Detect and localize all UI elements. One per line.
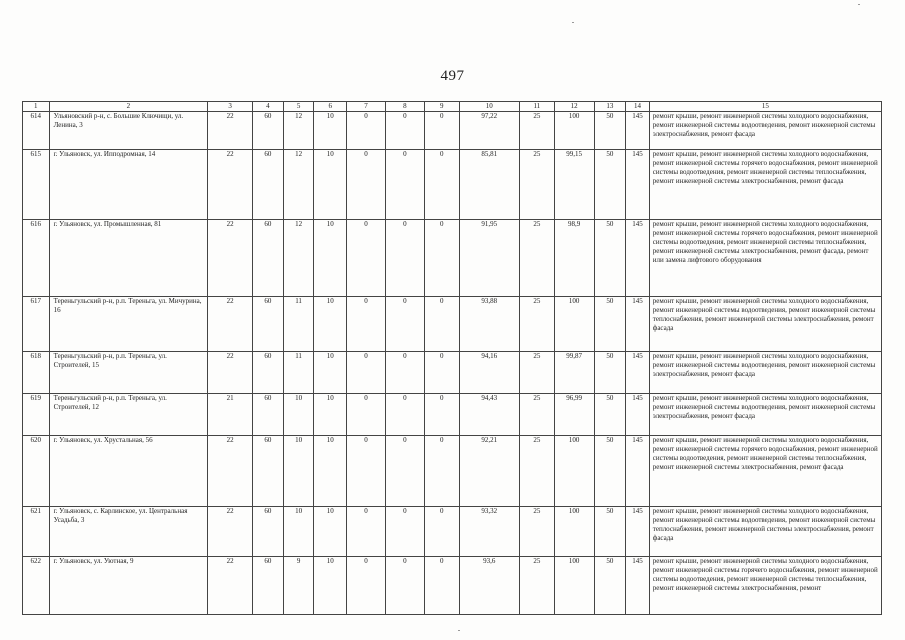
- col5-cell: 11: [283, 352, 314, 394]
- col5-cell: 12: [283, 112, 314, 150]
- col14-cell: 145: [626, 557, 650, 615]
- col11-cell: 25: [519, 557, 554, 615]
- col13-cell: 50: [594, 557, 626, 615]
- row-number-cell: 621: [23, 507, 50, 557]
- col7-cell: 0: [347, 436, 386, 507]
- column-header: 8: [385, 102, 424, 112]
- row-number-cell: 617: [23, 297, 50, 352]
- col3-cell: 22: [208, 557, 253, 615]
- col10-cell: 94,16: [459, 352, 519, 394]
- col14-cell: 145: [626, 436, 650, 507]
- col7-cell: 0: [347, 507, 386, 557]
- col8-cell: 0: [385, 150, 424, 220]
- col9-cell: 0: [424, 150, 459, 220]
- table-row: [23, 352, 882, 394]
- col14-cell: 145: [626, 394, 650, 436]
- col3-cell: 22: [208, 297, 253, 352]
- address-cell: Тереньгульский р-н, р.п. Тереньга, ул. Мичурина, 16: [49, 297, 208, 352]
- col6-cell: 10: [314, 557, 347, 615]
- col5-cell: 10: [283, 394, 314, 436]
- col4-cell: 60: [253, 112, 284, 150]
- col6-cell: 10: [314, 297, 347, 352]
- address-cell: г. Ульяновск, ул. Хрустальная, 56: [49, 436, 208, 507]
- repair-program-table: [22, 101, 882, 615]
- row-number-cell: 616: [23, 220, 50, 297]
- table-row: [23, 557, 882, 615]
- col10-cell: 85,81: [459, 150, 519, 220]
- col6-cell: 10: [314, 436, 347, 507]
- column-header: 6: [314, 102, 347, 112]
- col9-cell: 0: [424, 436, 459, 507]
- col11-cell: 25: [519, 220, 554, 297]
- col10-cell: 94,43: [459, 394, 519, 436]
- col8-cell: 0: [385, 507, 424, 557]
- col7-cell: 0: [347, 297, 386, 352]
- table-row: [23, 436, 882, 507]
- col6-cell: 10: [314, 394, 347, 436]
- col4-cell: 60: [253, 352, 284, 394]
- col3-cell: 21: [208, 394, 253, 436]
- works-cell: ремонт крыши, ремонт инженерной системы холодного водоснабжения, ремонт инженерной системы горячего водоснабжения, ремонт инженерной системы водоотведения, ремонт инженерной системы теплоснабжения, ремонт инженерной системы электроснабжения, ремонт: [649, 557, 881, 615]
- col14-cell: 145: [626, 112, 650, 150]
- col12-cell: 100: [554, 112, 594, 150]
- row-number-cell: 614: [23, 112, 50, 150]
- col3-cell: 22: [208, 150, 253, 220]
- column-header: 11: [519, 102, 554, 112]
- col12-cell: 100: [554, 507, 594, 557]
- address-cell: г. Ульяновск, ул. Промышленная, 81: [49, 220, 208, 297]
- col11-cell: 25: [519, 297, 554, 352]
- row-number-cell: 615: [23, 150, 50, 220]
- col11-cell: 25: [519, 112, 554, 150]
- col8-cell: 0: [385, 297, 424, 352]
- col9-cell: 0: [424, 507, 459, 557]
- col10-cell: 93,6: [459, 557, 519, 615]
- col12-cell: 100: [554, 557, 594, 615]
- col6-cell: 10: [314, 352, 347, 394]
- col12-cell: 96,99: [554, 394, 594, 436]
- col5-cell: 11: [283, 297, 314, 352]
- row-number-cell: 619: [23, 394, 50, 436]
- col13-cell: 50: [594, 150, 626, 220]
- column-header: 5: [283, 102, 314, 112]
- col3-cell: 22: [208, 352, 253, 394]
- address-cell: г. Ульяновск, с. Карлинское, ул. Центральная Усадьба, 3: [49, 507, 208, 557]
- works-cell: ремонт крыши, ремонт инженерной системы холодного водоснабжения, ремонт инженерной системы водоотведения, ремонт инженерной системы теплоснабжения, ремонт инженерной системы электроснабжения, ремонт фасада: [649, 297, 881, 352]
- col4-cell: 60: [253, 557, 284, 615]
- column-header: 4: [253, 102, 284, 112]
- address-cell: г. Ульяновск, ул. Ипподромная, 14: [49, 150, 208, 220]
- col4-cell: 60: [253, 507, 284, 557]
- col8-cell: 0: [385, 394, 424, 436]
- table-row: [23, 394, 882, 436]
- address-cell: г. Ульяновск, ул. Уютная, 9: [49, 557, 208, 615]
- col12-cell: 98,9: [554, 220, 594, 297]
- col10-cell: 97,22: [459, 112, 519, 150]
- page-number: 497: [440, 68, 465, 84]
- col13-cell: 50: [594, 436, 626, 507]
- column-header: 9: [424, 102, 459, 112]
- column-header: 1: [23, 102, 50, 112]
- col13-cell: 50: [594, 112, 626, 150]
- col6-cell: 10: [314, 507, 347, 557]
- col12-cell: 100: [554, 436, 594, 507]
- col9-cell: 0: [424, 394, 459, 436]
- col5-cell: 9: [283, 557, 314, 615]
- col12-cell: 99,87: [554, 352, 594, 394]
- col9-cell: 0: [424, 297, 459, 352]
- col8-cell: 0: [385, 352, 424, 394]
- col10-cell: 91,95: [459, 220, 519, 297]
- col11-cell: 25: [519, 394, 554, 436]
- column-header: 12: [554, 102, 594, 112]
- col10-cell: 93,88: [459, 297, 519, 352]
- works-cell: ремонт крыши, ремонт инженерной системы холодного водоснабжения, ремонт инженерной системы горячего водоснабжения, ремонт инженерной системы водоотведения, ремонт инженерной системы теплоснабжения, ремонт инженерной системы электроснабжения, ремонт фасада: [649, 150, 881, 220]
- col14-cell: 145: [626, 297, 650, 352]
- row-number-cell: 620: [23, 436, 50, 507]
- col3-cell: 22: [208, 507, 253, 557]
- table-row: [23, 150, 882, 220]
- col12-cell: 99,15: [554, 150, 594, 220]
- col8-cell: 0: [385, 220, 424, 297]
- scan-mark: [858, 4, 860, 5]
- column-header: 3: [208, 102, 253, 112]
- col13-cell: 50: [594, 220, 626, 297]
- works-cell: ремонт крыши, ремонт инженерной системы холодного водоснабжения, ремонт инженерной системы горячего водоснабжения, ремонт инженерной системы водоотведения, ремонт инженерной системы теплоснабжения, ремонт инженерной системы электроснабжения, ремонт фасада, ремонт или замена лифтового оборудования: [649, 220, 881, 297]
- col6-cell: 10: [314, 112, 347, 150]
- col4-cell: 60: [253, 150, 284, 220]
- col4-cell: 60: [253, 297, 284, 352]
- col5-cell: 12: [283, 150, 314, 220]
- col13-cell: 50: [594, 507, 626, 557]
- table-row: [23, 220, 882, 297]
- col6-cell: 10: [314, 150, 347, 220]
- works-cell: ремонт крыши, ремонт инженерной системы холодного водоснабжения, ремонт инженерной системы горячего водоснабжения, ремонт инженерной системы водоотведения, ремонт инженерной системы теплоснабжения, ремонт инженерной системы электроснабжения, ремонт фасада: [649, 436, 881, 507]
- col9-cell: 0: [424, 220, 459, 297]
- col3-cell: 22: [208, 436, 253, 507]
- col7-cell: 0: [347, 394, 386, 436]
- works-cell: ремонт крыши, ремонт инженерной системы холодного водоснабжения, ремонт инженерной системы водоотведения, ремонт инженерной системы теплоснабжения, ремонт инженерной системы электроснабжения, ремонт фасада: [649, 507, 881, 557]
- col7-cell: 0: [347, 557, 386, 615]
- col13-cell: 50: [594, 297, 626, 352]
- col13-cell: 50: [594, 394, 626, 436]
- row-number-cell: 622: [23, 557, 50, 615]
- col4-cell: 60: [253, 436, 284, 507]
- col11-cell: 25: [519, 507, 554, 557]
- col13-cell: 50: [594, 352, 626, 394]
- col5-cell: 12: [283, 220, 314, 297]
- col12-cell: 100: [554, 297, 594, 352]
- address-cell: Тереньгульский р-н, р.п. Тереньга, ул. Строителей, 15: [49, 352, 208, 394]
- col5-cell: 10: [283, 436, 314, 507]
- col14-cell: 145: [626, 352, 650, 394]
- table-row: [23, 297, 882, 352]
- scan-mark: [572, 22, 574, 23]
- col14-cell: 145: [626, 220, 650, 297]
- col8-cell: 0: [385, 436, 424, 507]
- col7-cell: 0: [347, 112, 386, 150]
- works-cell: ремонт крыши, ремонт инженерной системы холодного водоснабжения, ремонт инженерной системы водоотведения, ремонт инженерной системы электроснабжения, ремонт фасада: [649, 394, 881, 436]
- col3-cell: 22: [208, 112, 253, 150]
- address-cell: Ульяновский р-н, с. Большие Ключищи, ул. Ленина, 3: [49, 112, 208, 150]
- col6-cell: 10: [314, 220, 347, 297]
- col14-cell: 145: [626, 507, 650, 557]
- column-header: 10: [459, 102, 519, 112]
- column-header: 15: [649, 102, 881, 112]
- col4-cell: 60: [253, 220, 284, 297]
- col8-cell: 0: [385, 112, 424, 150]
- works-cell: ремонт крыши, ремонт инженерной системы холодного водоснабжения, ремонт инженерной системы водоотведения, ремонт инженерной системы электроснабжения, ремонт фасада: [649, 352, 881, 394]
- works-cell: ремонт крыши, ремонт инженерной системы холодного водоснабжения, ремонт инженерной системы водоотведения, ремонт инженерной системы электроснабжения, ремонт фасада: [649, 112, 881, 150]
- row-number-cell: 618: [23, 352, 50, 394]
- col10-cell: 93,32: [459, 507, 519, 557]
- col11-cell: 25: [519, 150, 554, 220]
- column-header: 7: [347, 102, 386, 112]
- col3-cell: 22: [208, 220, 253, 297]
- column-header: 13: [594, 102, 626, 112]
- col11-cell: 25: [519, 436, 554, 507]
- column-header: 14: [626, 102, 650, 112]
- col5-cell: 10: [283, 507, 314, 557]
- col4-cell: 60: [253, 394, 284, 436]
- table-row: [23, 112, 882, 150]
- col9-cell: 0: [424, 352, 459, 394]
- col8-cell: 0: [385, 557, 424, 615]
- col11-cell: 25: [519, 352, 554, 394]
- scan-mark: [458, 630, 460, 631]
- column-number-row: [23, 102, 882, 112]
- col7-cell: 0: [347, 352, 386, 394]
- col10-cell: 92,21: [459, 436, 519, 507]
- address-cell: Тереньгульский р-н, р.п. Тереньга, ул. Строителей, 12: [49, 394, 208, 436]
- col9-cell: 0: [424, 557, 459, 615]
- table-row: [23, 507, 882, 557]
- col9-cell: 0: [424, 112, 459, 150]
- col7-cell: 0: [347, 220, 386, 297]
- col14-cell: 145: [626, 150, 650, 220]
- column-header: 2: [49, 102, 208, 112]
- col7-cell: 0: [347, 150, 386, 220]
